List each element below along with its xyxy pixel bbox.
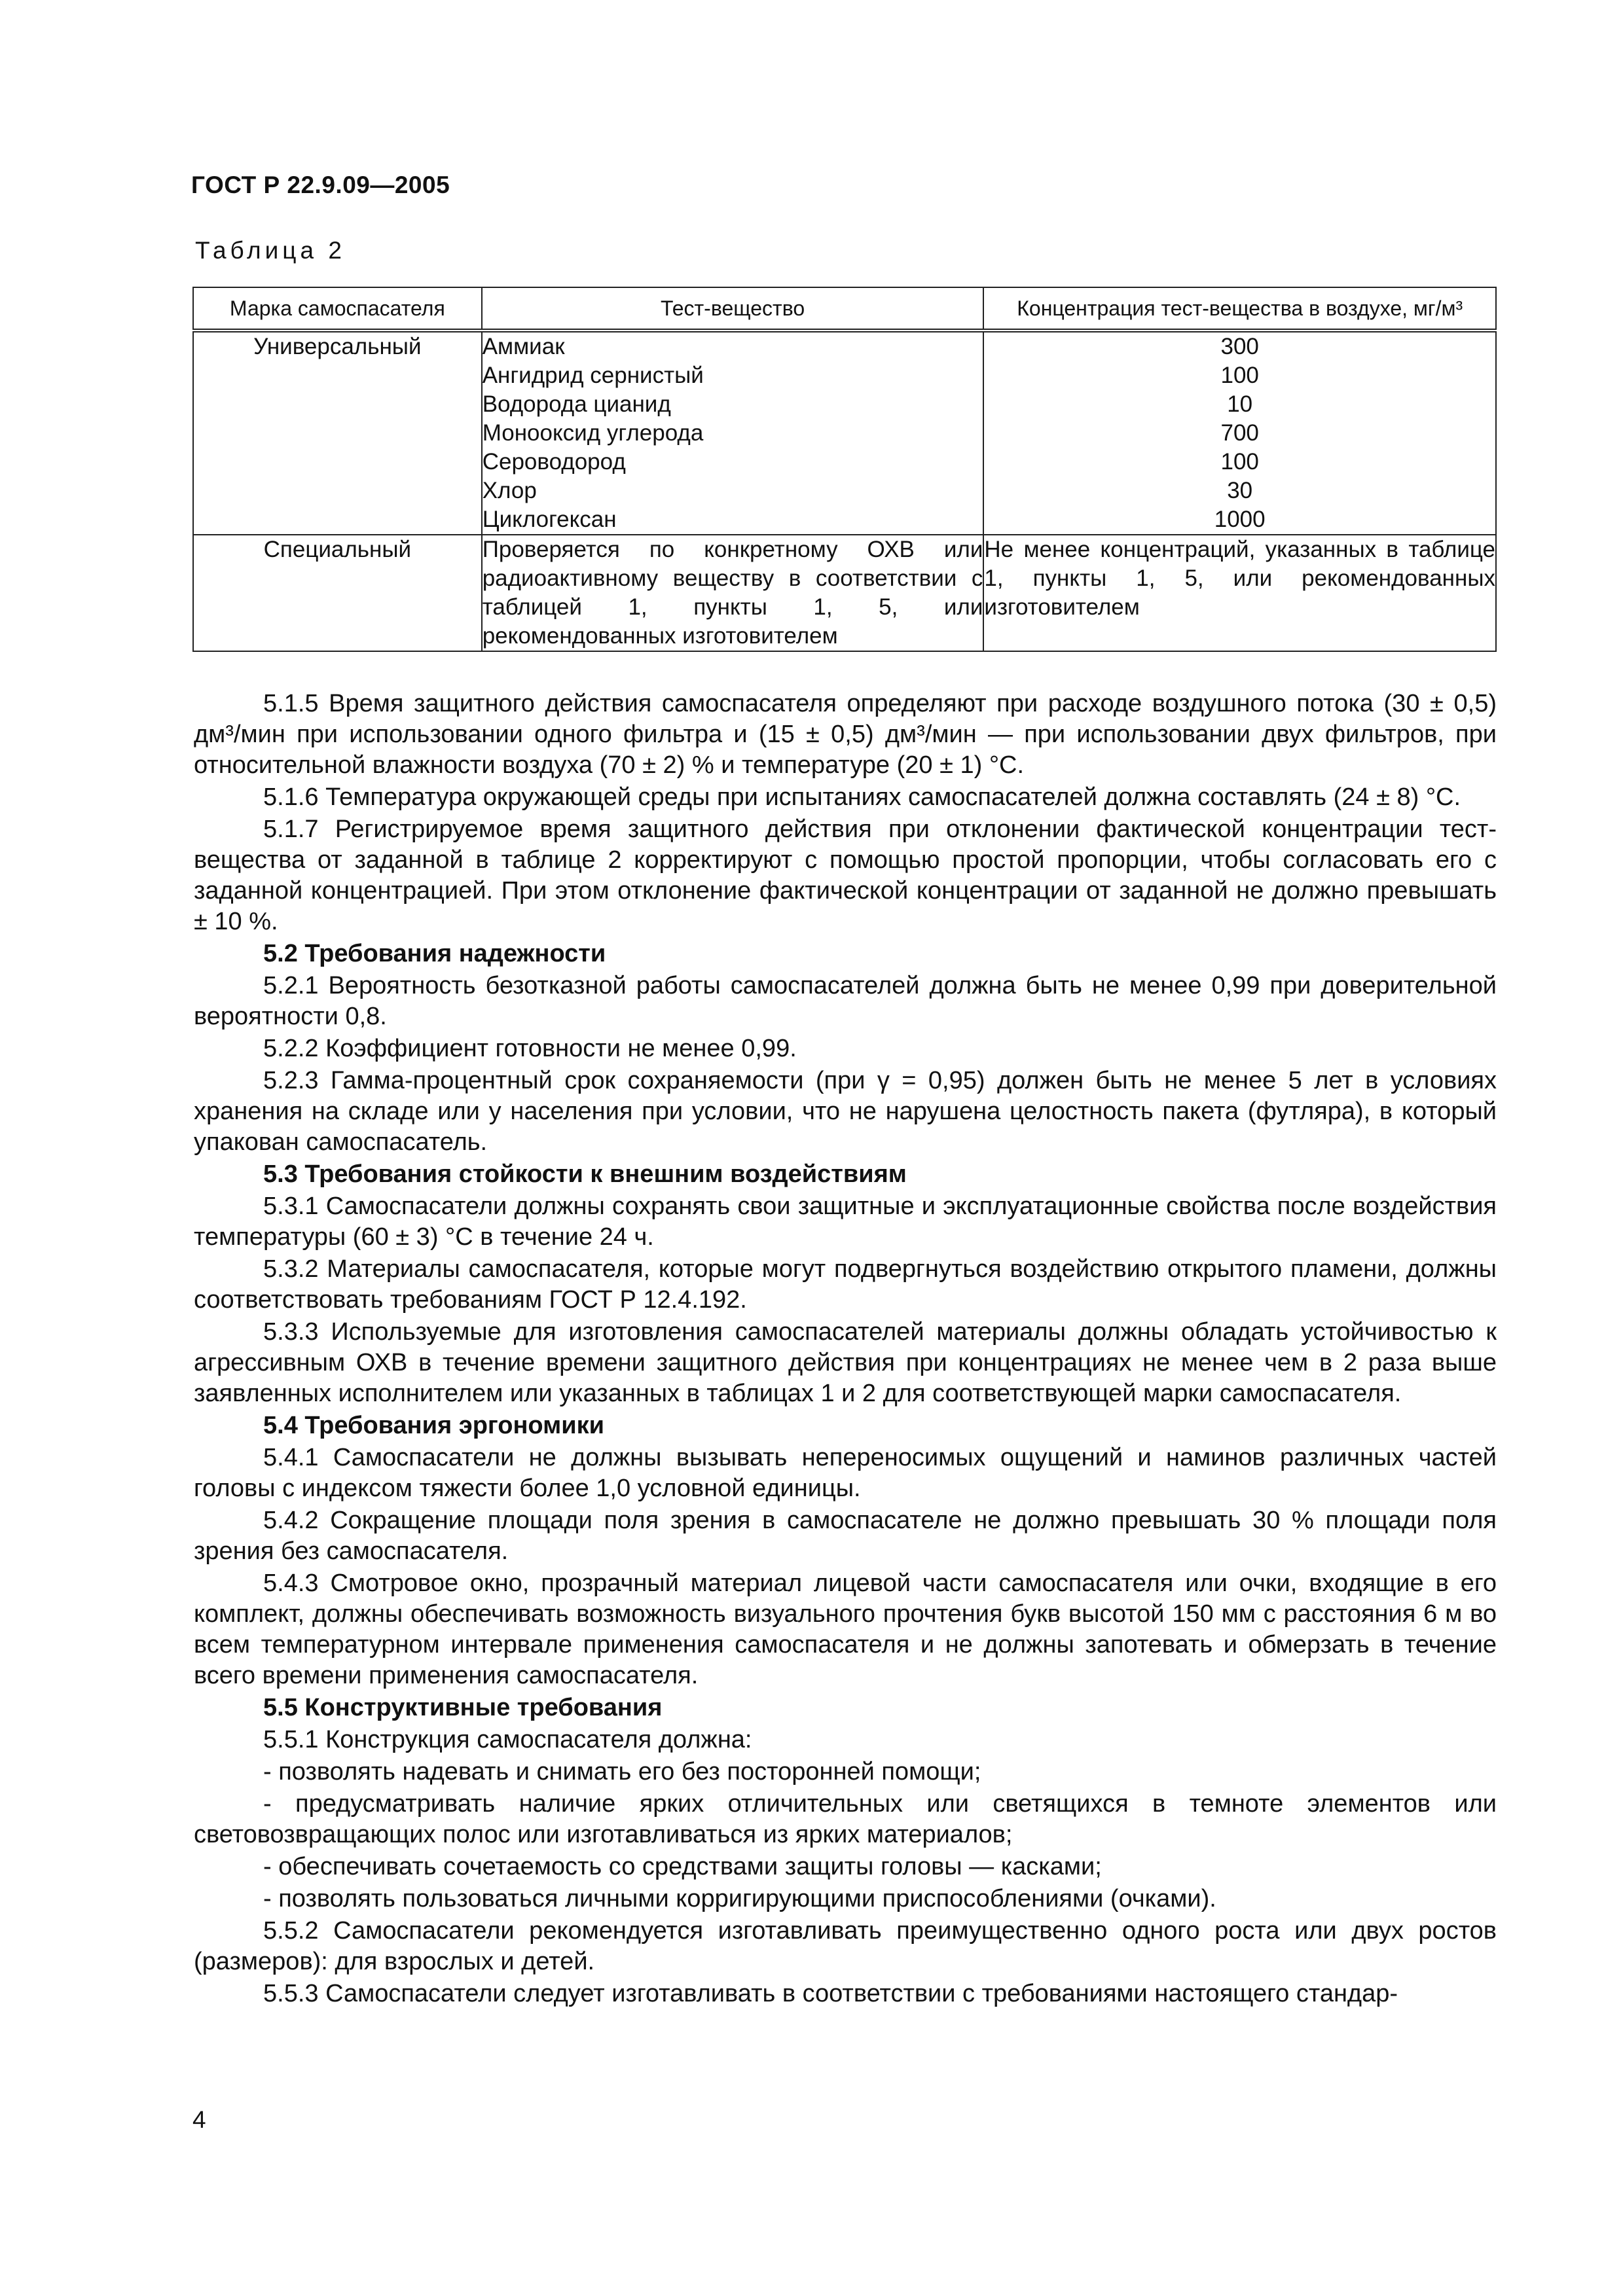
cell-mark: Универсальный [193,331,482,535]
document-header: ГОСТ Р 22.9.09—2005 [191,171,450,198]
paragraph: 5.2.3 Гамма-процентный срок сохраняемости (при γ = 0,95) должен быть не менее 5 лет в условиях хранения на складе или у населения при условии, что не нарушена целостность пакета (футляра), в который упакован самоспасатель. [194,1067,1497,1156]
paragraph: 5.4.1 Самоспасатели не должны вызывать непереносимых ощущений и наминов различных частей головы с индексом тяжести более 1,0 условной единицы. [194,1444,1497,1502]
concentration-value: 100 [1220,449,1259,475]
substance-item: Монооксид углерода [482,420,704,446]
section-heading: 5.3 Требования стойкости к внешним воздействиям [263,1160,907,1188]
substance-item: Сероводород [482,449,626,475]
cell-substances [482,331,984,535]
section-heading: 5.5 Конструктивные требования [263,1694,663,1721]
column-header-mark: Марка самоспасателя [193,287,482,331]
paragraph: 5.4.3 Смотровое окно, прозрачный материал лицевой части самоспасателя или очки, входящие в его комплект, должны обеспечивать возможность визуального прочтения букв высотой 150 мм с расстояния 6 м во всем температурном интервале применения самоспасателя и не должны запотевать и обмерзать в течение всего времени применения самоспасателя. [194,1570,1497,1689]
table-caption: Таблица 2 [195,237,346,264]
paragraph: 5.3.3 Используемые для изготовления самоспасателей материалы должны обладать устойчивостью к агрессивным ОХВ в течение времени защитного действия при концентрациях не менее чем в 2 раза выше заявленных исполнителем или указанных в таблицах 1 и 2 для соответствующей марки самоспасателя. [194,1318,1497,1407]
table-row [193,331,1496,535]
paragraph: 5.3.2 Материалы самоспасателя, которые могут подвергнуться воздействию открытого пламени, должны соответствовать требованиям ГОСТ Р 12.4.192. [194,1255,1497,1314]
column-header-substance: Тест-вещество [482,287,984,331]
paragraph: 5.3.1 Самоспасатели должны сохранять свои защитные и эксплуатационные свойства после воздействия температуры (60 ± 3) °С в течение 24 ч. [194,1193,1497,1251]
paragraph: 5.5.2 Самоспасатели рекомендуется изготавливать преимущественно одного роста или двух ростов (размеров): для взрослых и детей. [194,1917,1497,1975]
concentration-value: 100 [1220,363,1259,388]
body-text [194,689,1497,2011]
paragraph: 5.2.1 Вероятность безотказной работы самоспасателей должна быть не менее 0,99 при доверительной вероятности 0,8. [194,972,1497,1030]
list-item: - позволять надевать и снимать его без посторонней помощи; [263,1758,981,1785]
cell-substance-text: Проверяется по конкретному ОХВ или радиоактивному веществу в соответствии с таблицей 1, пункты 1, 5, или рекомендованных изготовителем [482,535,984,651]
concentration-value: 300 [1220,334,1259,359]
list-item: - обеспечивать сочетаемость со средствами защиты головы — касками; [263,1853,1102,1880]
paragraph: 5.2.2 Коэффициент готовности не менее 0,99. [263,1035,797,1062]
cell-concentration-text: Не менее концентраций, указанных в таблице 1, пункты 1, 5, или рекомендованных изготовителем [983,535,1496,651]
substance-item: Циклогексан [482,507,617,532]
substance-item: Аммиак [482,334,565,359]
paragraph: 5.1.5 Время защитного действия самоспасателя определяют при расходе воздушного потока (30 ± 0,5) дм³/мин при использовании одного фильтра и (15 ± 0,5) дм³/мин — при использовании двух фильтров, при относительной влажности воздуха (70 ± 2) % и температуре (20 ± 1) °С. [194,690,1497,779]
paragraph: 5.1.7 Регистрируемое время защитного действия при отклонении фактической концентрации тест-вещества от заданной в таблице 2 корректируют с помощью простой пропорции, чтобы согласовать его с заданной концентрацией. При этом отклонение фактической концентрации от заданной не должно превышать ± 10 %. [194,816,1497,935]
page-number: 4 [192,2106,206,2133]
cell-concentrations [983,331,1496,535]
substance-item: Водорода цианид [482,391,671,417]
list-item: - позволять пользоваться личными корригирующими приспособлениями (очками). [263,1885,1216,1912]
table-header-row [193,287,1496,331]
paragraph: 5.5.1 Конструкция самоспасателя должна: [263,1726,752,1753]
list-item: - предусматривать наличие ярких отличительных или светящихся в темноте элементов или световозвращающих полос или изготавливаться из ярких материалов; [194,1790,1497,1848]
concentration-value: 1000 [1214,507,1266,532]
concentration-value: 700 [1220,420,1259,446]
paragraph: 5.5.3 Самоспасатели следует изготавливать в соответствии с требованиями настоящего стандар- [263,1980,1398,2007]
substance-item: Хлор [482,478,537,503]
table-row [193,535,1496,651]
section-heading: 5.2 Требования надежности [263,940,606,967]
substance-item: Ангидрид сернистый [482,363,704,388]
section-heading: 5.4 Требования эргономики [263,1412,604,1439]
paragraph: 5.4.2 Сокращение площади поля зрения в самоспасателе не должно превышать 30 % площади поля зрения без самоспасателя. [194,1507,1497,1565]
concentration-value: 10 [1227,391,1253,417]
concentration-value: 30 [1227,478,1253,503]
requirements-table [192,287,1497,652]
cell-mark: Специальный [193,535,482,651]
column-header-concentration: Концентрация тест-вещества в воздухе, мг/м³ [983,287,1496,331]
paragraph: 5.1.6 Температура окружающей среды при испытаниях самоспасателей должна составлять (24 ± 8) °С. [263,783,1461,811]
